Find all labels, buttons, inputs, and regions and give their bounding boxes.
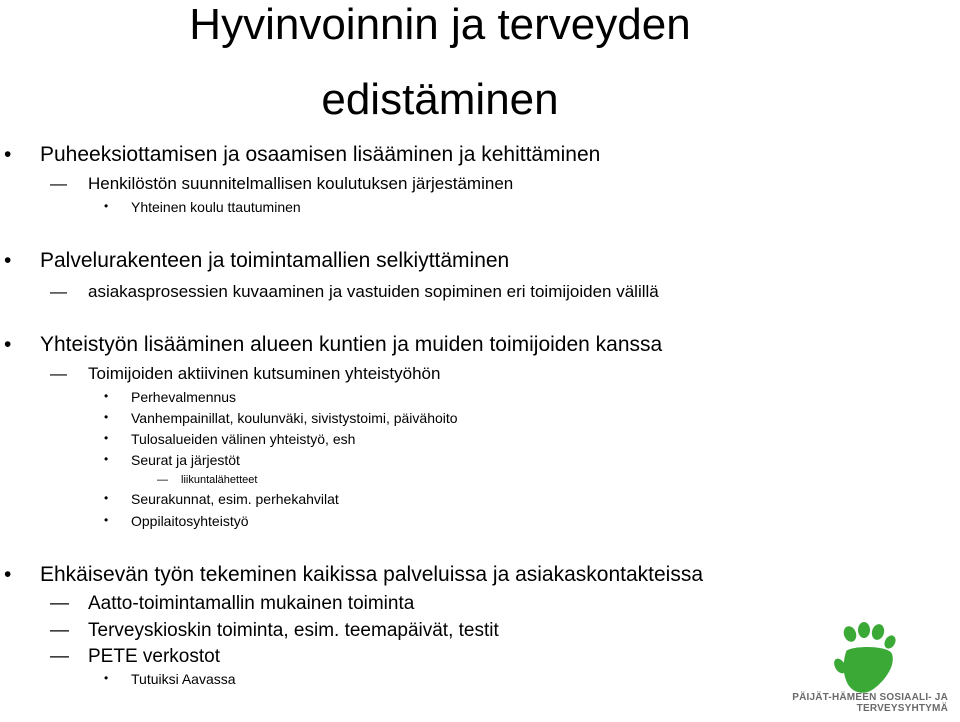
bullet-dot-icon: •	[104, 491, 109, 505]
bullet-text: Oppilaitosyhteistyö	[131, 513, 249, 529]
bullet-level2	[50, 620, 499, 642]
bullet-text: Yhteinen koulu ttautuminen	[131, 199, 301, 215]
bullet-level1	[4, 333, 663, 357]
bullet-text: Aatto-toimintamallin mukainen toiminta	[88, 593, 415, 614]
bullet-level3	[104, 431, 356, 447]
dash-icon: —	[50, 620, 69, 641]
bullet-text: Palvelurakenteen ja toimintamallien selkiyttäminen	[40, 249, 510, 272]
bullet-dot-icon: •	[4, 563, 12, 586]
bullet-dot-icon: •	[4, 143, 12, 166]
dash-icon: —	[157, 474, 168, 486]
organization-logo	[728, 622, 948, 714]
bullet-dot-icon: •	[104, 199, 109, 213]
bullet-text: liikuntalähetteet	[181, 474, 258, 486]
bullet-level1	[4, 249, 510, 273]
bullet-level3	[104, 199, 301, 215]
bullet-level2	[50, 364, 441, 384]
dash-icon: —	[50, 364, 67, 383]
bullet-text: Perhevalmennus	[131, 389, 237, 405]
bullet-level2	[50, 282, 659, 302]
bullet-dot-icon: •	[4, 249, 12, 272]
bullet-dot-icon: •	[104, 452, 109, 466]
bullet-level2	[50, 593, 415, 615]
bullet-text: Henkilöstön suunnitelmallisen koulutuksen järjestäminen	[88, 174, 514, 193]
bullet-dot-icon: •	[104, 410, 109, 424]
bullet-level3	[104, 389, 237, 405]
dash-icon: —	[50, 282, 67, 301]
bullet-level3	[104, 491, 339, 507]
dash-icon: —	[50, 593, 69, 614]
bullet-level1	[4, 143, 601, 167]
logo-text: PÄIJÄT-HÄMEEN SOSIAALI- JA TERVEYSYHTYMÄ	[792, 692, 948, 714]
dash-icon: —	[50, 646, 69, 667]
bullet-level2	[50, 174, 514, 194]
bullet-dot-icon: •	[104, 671, 109, 685]
bullet-dot-icon: •	[104, 389, 109, 403]
bullet-text: Tutuiksi Aavassa	[131, 671, 236, 687]
bullet-text: PETE verkostot	[88, 646, 220, 667]
bullet-text: Vanhempainillat, koulunväki, sivistystoimi, päivähoito	[131, 410, 458, 426]
bullet-text: Seurat ja järjestöt	[131, 452, 240, 468]
handprint-logo-icon	[828, 622, 908, 700]
bullet-level3	[104, 452, 240, 468]
bullet-text: Puheeksiottamisen ja osaamisen lisääminen ja kehittäminen	[40, 143, 601, 166]
bullet-level3	[104, 513, 249, 529]
bullet-level1	[4, 563, 704, 587]
slide-title-line2: edistäminen	[321, 75, 559, 124]
bullet-level2	[50, 646, 220, 668]
bullet-dot-icon: •	[4, 333, 12, 356]
bullet-level4	[157, 474, 258, 486]
bullet-level3	[104, 671, 236, 687]
bullet-dot-icon: •	[104, 513, 109, 527]
bullet-text: asiakasprosessien kuvaaminen ja vastuiden sopiminen eri toimijoiden välillä	[88, 282, 659, 301]
dash-icon: —	[50, 174, 67, 193]
bullet-text: Ehkäisevän työn tekeminen kaikissa palveluissa ja asiakaskontakteissa	[40, 563, 704, 586]
bullet-text: Seurakunnat, esim. perhekahvilat	[131, 491, 339, 507]
bullet-text: Yhteistyön lisääminen alueen kuntien ja muiden toimijoiden kanssa	[40, 333, 663, 356]
slide-title-line1: Hyvinvoinnin ja terveyden	[189, 0, 691, 49]
bullet-text: Toimijoiden aktiivinen kutsuminen yhteistyöhön	[88, 364, 441, 383]
bullet-text: Tulosalueiden välinen yhteistyö, esh	[131, 431, 356, 447]
bullet-text: Terveyskioskin toiminta, esim. teemapäivät, testit	[88, 620, 499, 641]
bullet-level3	[104, 410, 458, 426]
bullet-dot-icon: •	[104, 431, 109, 445]
